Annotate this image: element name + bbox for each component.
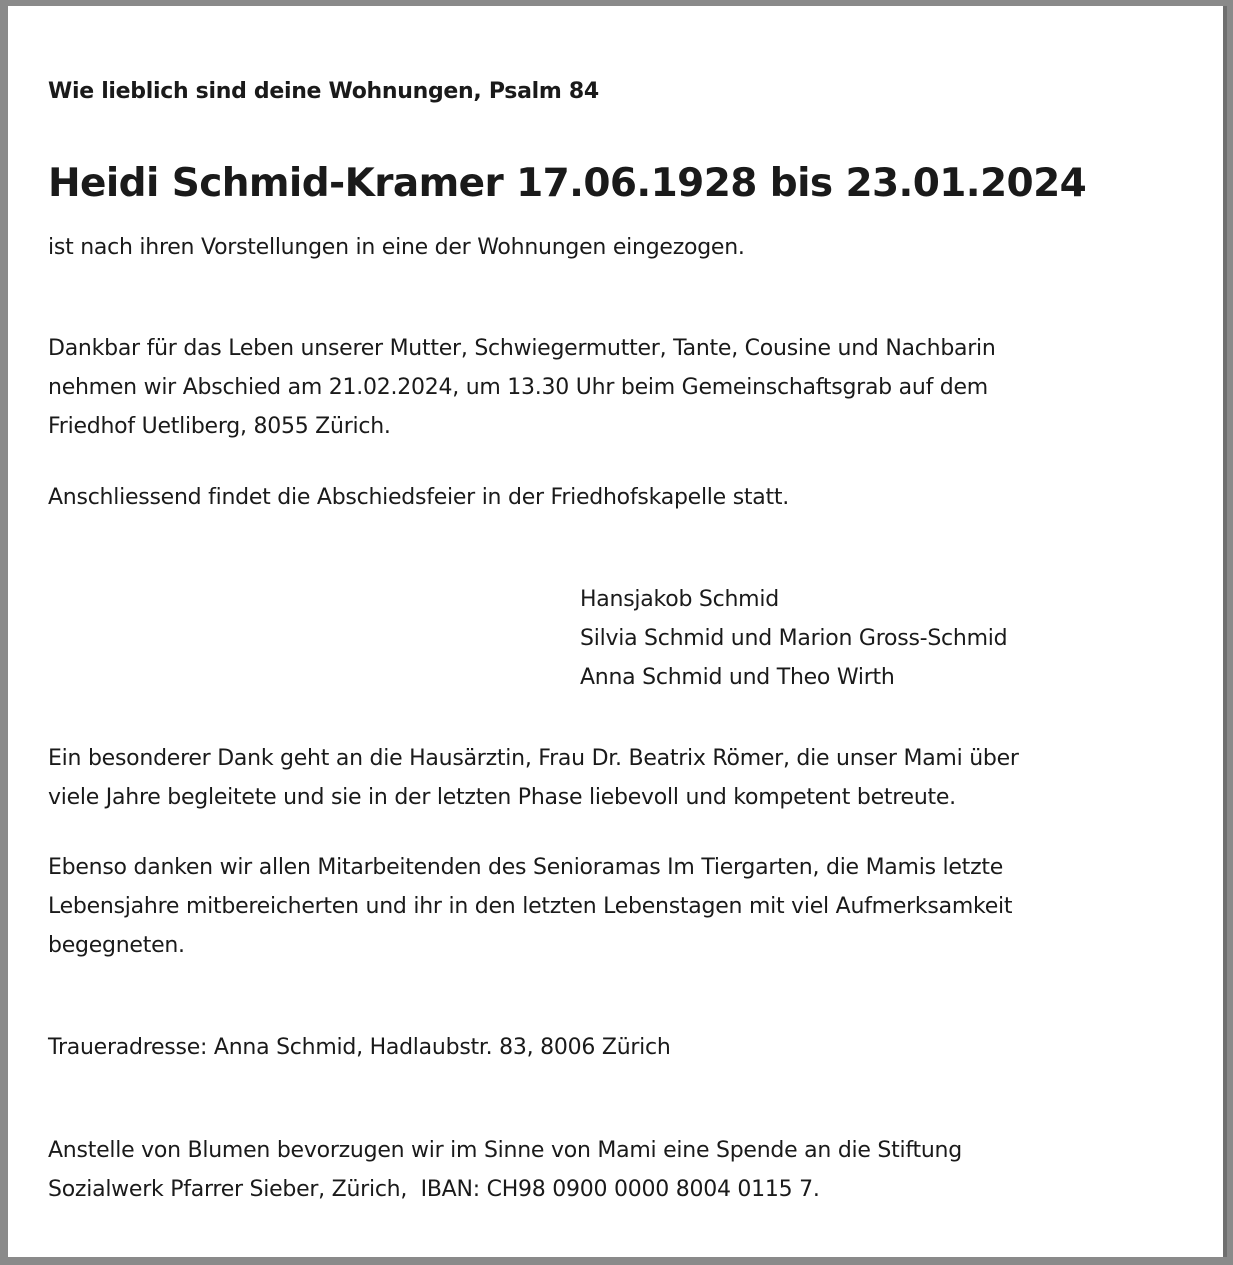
ceremony-paragraph: Anschliessend findet die Abschiedsfeier in der Friedhofskapelle statt. [48, 485, 790, 510]
donation-line: Sozialwerk Pfarrer Sieber, Zürich, IBAN: CH98 0900 0000 8004 0115 7. [48, 1177, 820, 1202]
signature-line: Silvia Schmid und Marion Gross-Schmid [580, 626, 1008, 651]
mourning-address: Traueradresse: Anna Schmid, Hadlaubstr. 83, 8006 Zürich [48, 1035, 671, 1060]
farewell-line: Friedhof Uetliberg, 8055 Zürich. [48, 414, 391, 439]
farewell-line: Dankbar für das Leben unserer Mutter, Schwiegermutter, Tante, Cousine und Nachbarin [48, 336, 996, 361]
deceased-headline: Heidi Schmid-Kramer 17.06.1928 bis 23.01.2024 [48, 161, 1087, 206]
thanks-staff-paragraph [48, 848, 1012, 965]
thanks-staff-line: Lebensjahre mitbereicherten und ihr in den letzten Lebenstagen mit viel Aufmerksamkeit [48, 894, 1013, 919]
thanks-doctor-line: Ein besonderer Dank geht an die Hausärztin, Frau Dr. Beatrix Römer, die unser Mami über [48, 746, 1019, 771]
donation-line: Anstelle von Blumen bevorzugen wir im Sinne von Mami eine Spende an die Stiftung [48, 1138, 962, 1163]
signature-line: Hansjakob Schmid [580, 587, 779, 612]
farewell-line: nehmen wir Abschied am 21.02.2024, um 13.30 Uhr beim Gemeinschaftsgrab auf dem [48, 375, 988, 400]
subline: ist nach ihren Vorstellungen in eine der Wohnungen eingezogen. [48, 235, 745, 260]
donation-paragraph [48, 1131, 962, 1209]
farewell-paragraph [48, 329, 996, 446]
thanks-doctor-line: viele Jahre begleitete und sie in der letzten Phase liebevoll und kompetent betreute. [48, 785, 956, 810]
signature-line: Anna Schmid und Theo Wirth [580, 665, 895, 690]
thanks-staff-line: Ebenso danken wir allen Mitarbeitenden des Senioramas Im Tiergarten, die Mamis letzte [48, 855, 1004, 880]
signatures [580, 580, 1007, 697]
thanks-staff-line: begegneten. [48, 933, 185, 958]
psalm-motto: Wie lieblich sind deine Wohnungen, Psalm 84 [48, 79, 599, 104]
thanks-doctor-paragraph [48, 739, 1019, 817]
